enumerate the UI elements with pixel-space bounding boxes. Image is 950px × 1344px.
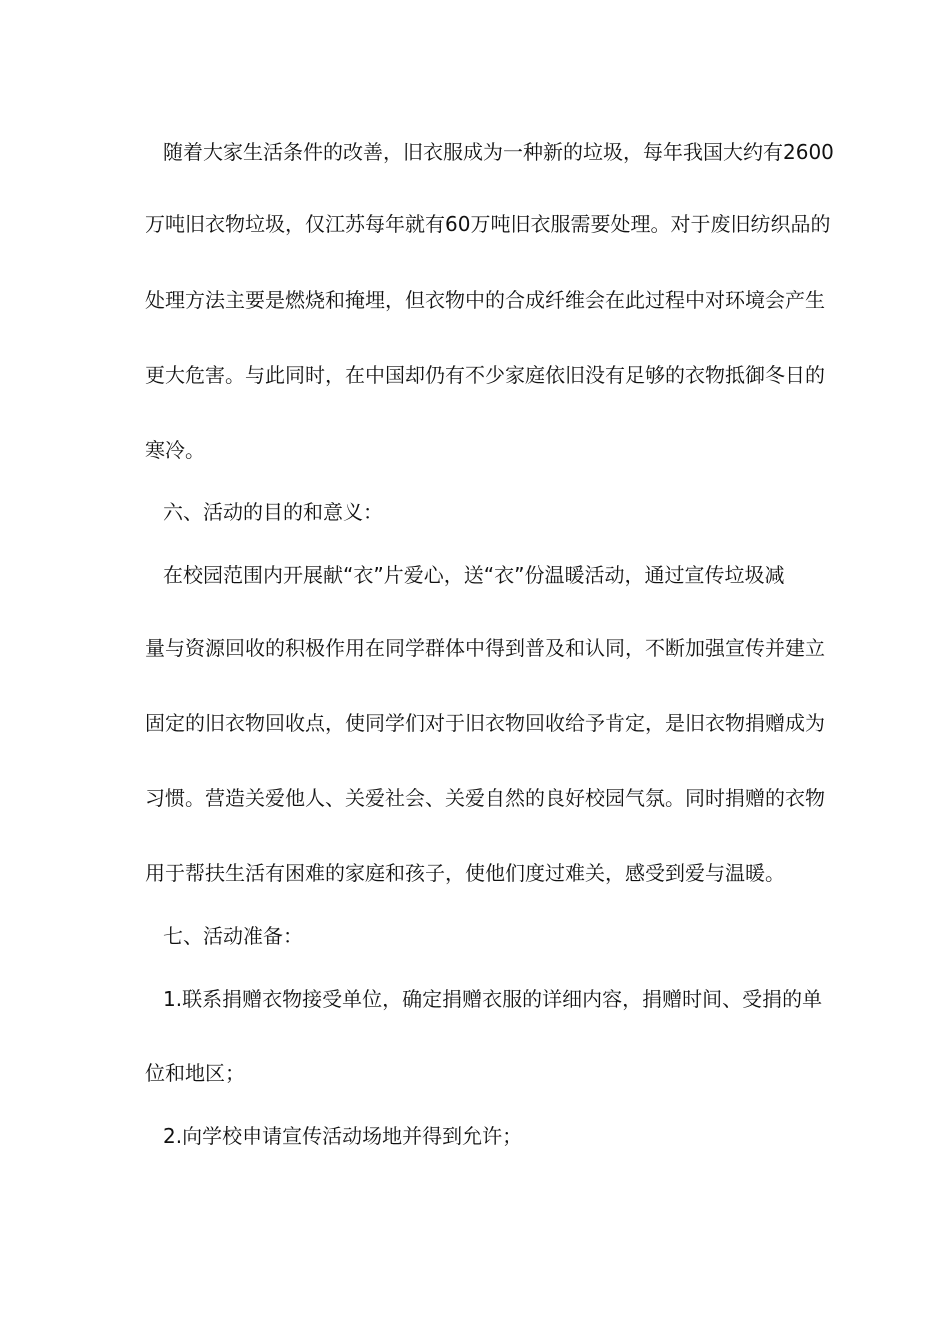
paragraph-1-line-5: 寒冷。 — [145, 438, 205, 462]
paragraph-1-line-3: 处理方法主要是燃烧和掩埋，但衣物中的合成纤维会在此过程中对环境会产生 — [145, 288, 825, 312]
list-item-1-line-1: 1.联系捐赠衣物接受单位，确定捐赠衣服的详细内容，捐赠时间、受捐的单 — [163, 987, 823, 1011]
list-item-1-line-2: 位和地区； — [145, 1061, 245, 1085]
paragraph-2-line-1: 在校园范围内开展献“衣”片爱心，送“衣”份温暖活动，通过宣传垃圾减 — [163, 563, 785, 587]
paragraph-2-line-2: 量与资源回收的积极作用在同学群体中得到普及和认同，不断加强宣传并建立 — [145, 636, 825, 660]
list-item-2: 2.向学校申请宣传活动场地并得到允许； — [163, 1124, 523, 1148]
paragraph-1-line-2: 万吨旧衣物垃圾，仅江苏每年就有60万吨旧衣服需要处理。对于废旧纺织品的 — [145, 212, 831, 236]
paragraph-1-line-1: 随着大家生活条件的改善，旧衣服成为一种新的垃圾，每年我国大约有2600 — [163, 140, 834, 164]
paragraph-1-line-4: 更大危害。与此同时，在中国却仍有不少家庭依旧没有足够的衣物抵御冬日的 — [145, 363, 825, 387]
section-heading-6: 六、活动的目的和意义： — [163, 500, 383, 524]
paragraph-2-line-4: 习惯。营造关爱他人、关爱社会、关爱自然的良好校园气氛。同时捐赠的衣物 — [145, 786, 825, 810]
paragraph-2-line-3: 固定的旧衣物回收点，使同学们对于旧衣物回收给予肯定，是旧衣物捐赠成为 — [145, 711, 825, 735]
section-heading-7: 七、活动准备： — [163, 924, 303, 948]
paragraph-2-line-5: 用于帮扶生活有困难的家庭和孩子，使他们度过难关，感受到爱与温暖。 — [145, 861, 785, 885]
